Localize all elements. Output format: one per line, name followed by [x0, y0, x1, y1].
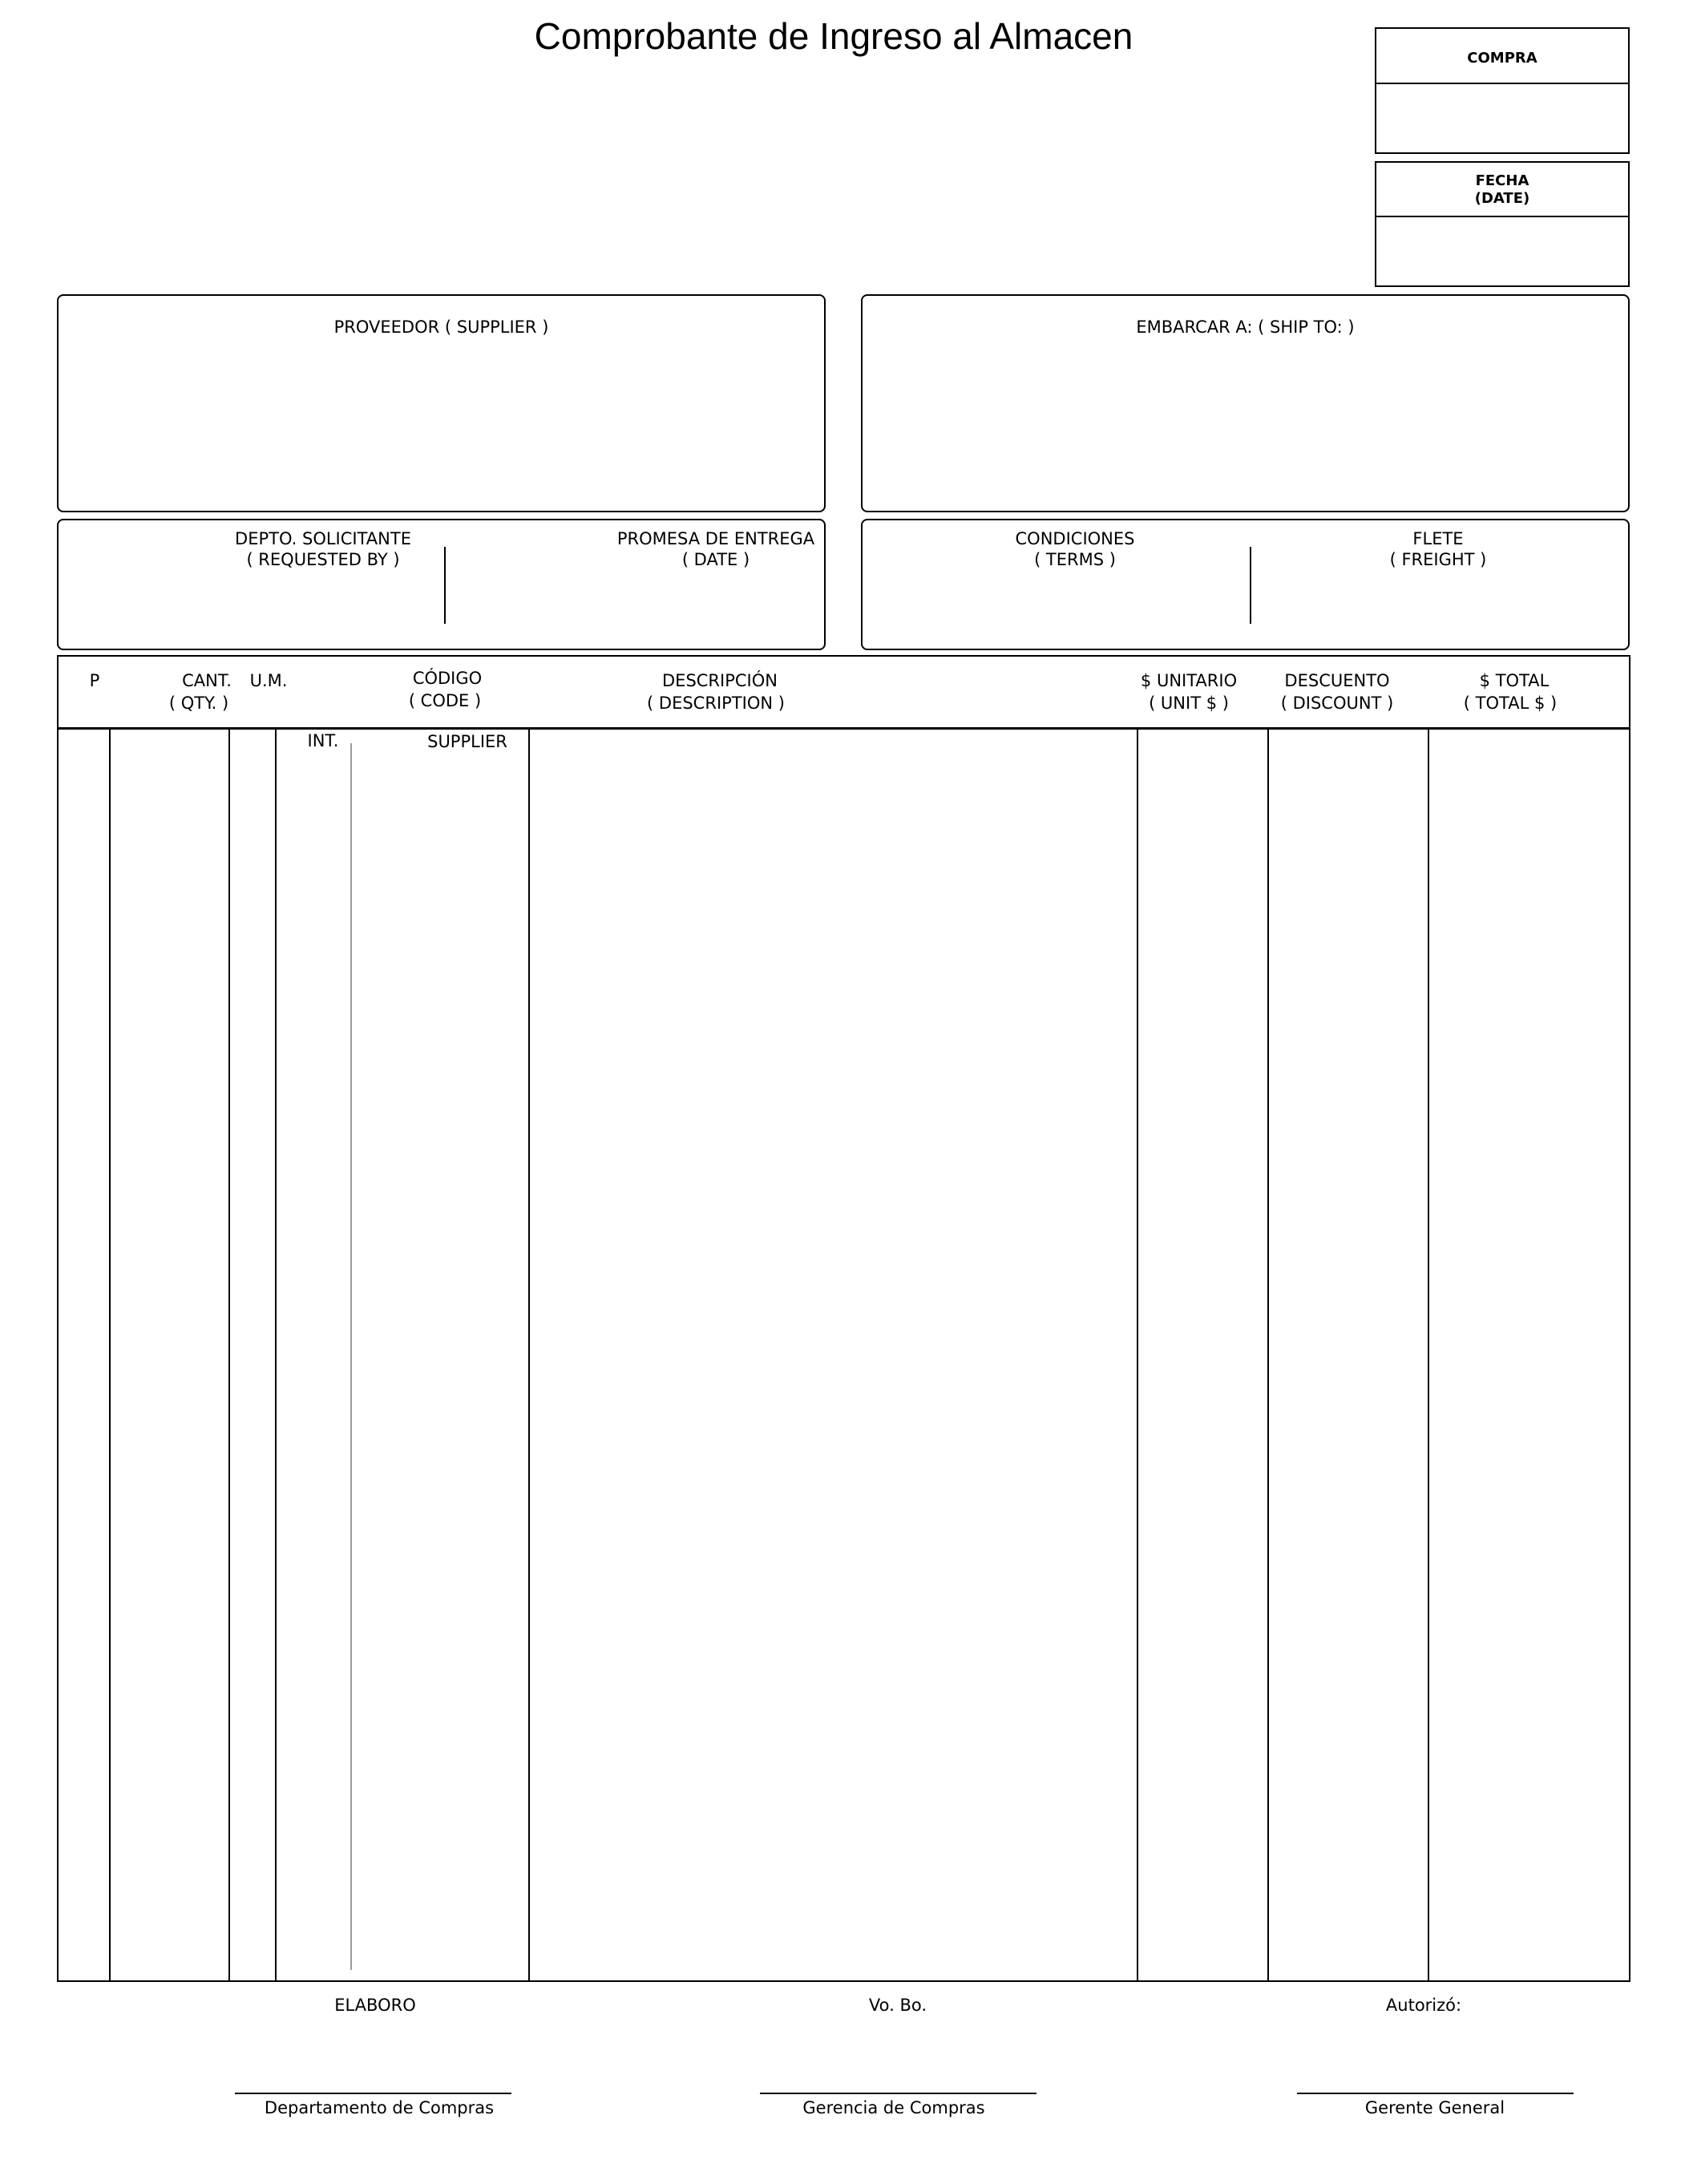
signature-caption-compras: Departamento de Compras	[264, 2098, 495, 2117]
fecha-field[interactable]	[1376, 217, 1628, 285]
requested-by-label: DEPTO. SOLICITANTE	[235, 529, 411, 548]
delivery-date-sublabel: ( DATE )	[681, 550, 750, 569]
fecha-label: FECHA	[1475, 172, 1529, 189]
request-delivery-box	[57, 519, 826, 650]
col-p-header: P	[89, 671, 100, 690]
col-total-subheader: ( TOTAL $ )	[1463, 694, 1558, 713]
delivery-date-field[interactable]	[451, 578, 820, 642]
requested-by-sublabel: ( REQUESTED BY )	[246, 550, 400, 569]
compra-field[interactable]	[1376, 84, 1628, 152]
signature-caption-gerente: Gerente General	[1364, 2098, 1505, 2117]
supplier-box	[57, 294, 826, 512]
col-description-header: DESCRIPCIÓN	[662, 671, 778, 690]
col-unit-price-header: $ UNITARIO	[1140, 671, 1238, 690]
document-title: Comprobante de Ingreso al Almacen	[534, 15, 1133, 57]
col-description-subheader: ( DESCRIPTION )	[647, 694, 785, 713]
terms-sublabel: ( TERMS )	[1034, 550, 1116, 569]
delivery-date-label: PROMESA DE ENTREGA	[616, 529, 815, 548]
code-supplier-subheader: SUPPLIER	[427, 732, 507, 751]
col-um-header: U.M.	[249, 671, 288, 690]
col-qty-header: CANT.	[182, 671, 232, 690]
ship-to-field[interactable]	[879, 352, 1612, 496]
col-total-header: $ TOTAL	[1479, 671, 1550, 690]
ship-to-box	[861, 294, 1630, 512]
signature-heading-vobo: Vo. Bo.	[868, 1996, 927, 2015]
col-unit-price-subheader: ( UNIT $ )	[1149, 694, 1229, 713]
signature-line-gerencia	[760, 2093, 1036, 2094]
supplier-field[interactable]	[75, 352, 808, 496]
col-code-subheader: ( CODE )	[408, 691, 482, 710]
signature-line-gerente	[1297, 2093, 1574, 2094]
supplier-label: PROVEEDOR ( SUPPLIER )	[333, 317, 549, 337]
terms-field[interactable]	[871, 578, 1239, 642]
freight-field[interactable]	[1255, 578, 1624, 642]
signature-heading-elaboro: ELABORO	[334, 1996, 416, 2015]
col-qty-subheader: ( QTY. )	[168, 694, 229, 713]
compra-label: COMPRA	[1467, 50, 1537, 67]
items-table	[57, 655, 1630, 1982]
col-discount-subheader: ( DISCOUNT )	[1280, 694, 1394, 713]
requested-by-field[interactable]	[67, 578, 435, 642]
signature-caption-gerencia: Gerencia de Compras	[802, 2098, 985, 2117]
col-discount-header: DESCUENTO	[1284, 671, 1390, 690]
ship-to-label: EMBARCAR A: ( SHIP TO: )	[1136, 317, 1355, 337]
compra-box	[1375, 27, 1630, 154]
signature-heading-autorizo: Autorizó:	[1385, 1996, 1462, 2015]
terms-freight-box	[861, 519, 1630, 650]
table-body[interactable]	[59, 730, 1629, 1980]
fecha-box	[1375, 161, 1630, 287]
signature-line-compras	[235, 2093, 511, 2094]
freight-sublabel: ( FREIGHT )	[1389, 550, 1487, 569]
freight-label: FLETE	[1412, 529, 1464, 548]
code-int-subheader: INT.	[307, 731, 339, 750]
fecha-sublabel: (DATE)	[1474, 190, 1530, 207]
terms-label: CONDICIONES	[1015, 529, 1135, 548]
col-code-header: CÓDIGO	[412, 669, 483, 688]
